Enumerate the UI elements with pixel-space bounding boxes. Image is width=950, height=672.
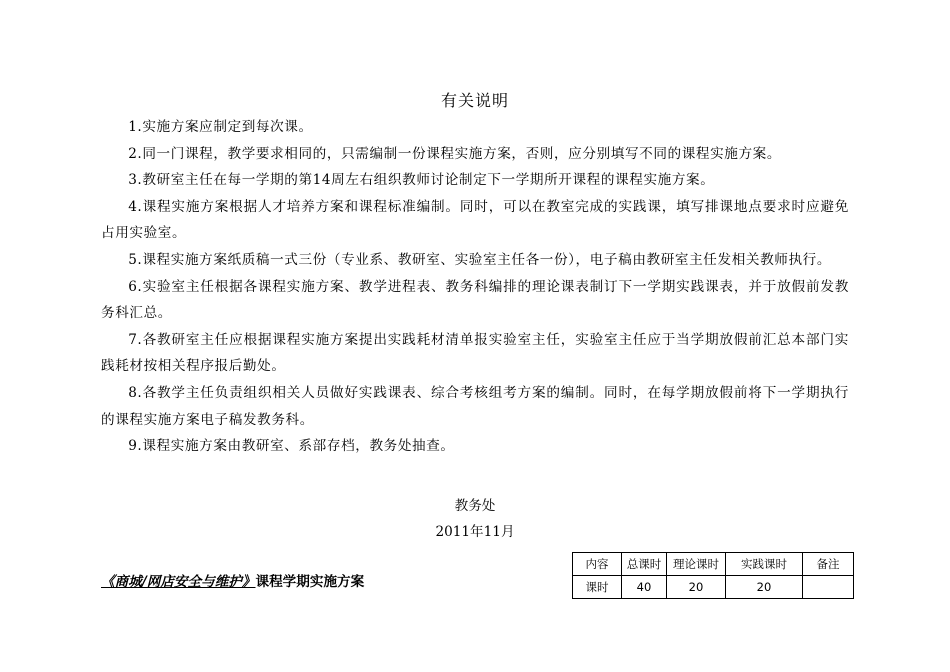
note-item: 5.课程实施方案纸质稿一式三份（专业系、教研室、实验室主任各一份），电子稿由教研室主任发相关教师执行。: [128, 251, 832, 268]
plan-heading: [101, 570, 364, 590]
issuing-office: 教务处: [454, 498, 496, 514]
issue-date: 2011年11月: [435, 524, 515, 540]
practice-hours-cell: 20: [726, 576, 803, 599]
hours-table-header-row: [573, 553, 854, 576]
row-label-cell: 课时: [573, 576, 622, 599]
header-cell-total-hours: 总课时: [622, 553, 667, 576]
theory-hours-cell: 20: [667, 576, 726, 599]
page-title: 有关说明: [440, 91, 509, 110]
note-item: 3.教研室主任在每一学期的第14周左右组织教师讨论制定下一学期所开课程的课程实施方案。: [128, 172, 715, 189]
remarks-cell: [803, 576, 854, 599]
note-item: 2.同一门课程，教学要求相同的，只需编制一份课程实施方案，否则，应分别填写不同的课程实施方案。: [128, 145, 782, 162]
header-cell-content: 内容: [573, 553, 622, 576]
note-item: 4.课程实施方案根据人才培养方案和课程标准编制。同时，可以在教室完成的实践课，填写排课地点要求时应避免占用实验室。: [101, 198, 849, 242]
header-cell-practice-hours: 实践课时: [726, 553, 803, 576]
note-item: 6.实验室主任根据各课程实施方案、教学进程表、教务科编排的理论课表制订下一学期实践课表，并于放假前发教务科汇总。: [101, 278, 849, 322]
course-name: 《商城/网店安全与维护》: [101, 574, 256, 590]
total-hours-cell: 40: [622, 576, 667, 599]
note-item: 1.实施方案应制定到每次课。: [128, 119, 313, 135]
note-item: 9.课程实施方案由教研室、系部存档，教务处抽查。: [128, 438, 455, 455]
header-cell-theory-hours: 理论课时: [667, 553, 726, 576]
hours-table-row: [573, 576, 854, 599]
note-item: 7.各教研室主任应根据课程实施方案提出实践耗材清单报实验室主任，实验室主任应于当学期放假前汇总本部门实践耗材按相关程序报后勤处。: [101, 331, 849, 375]
notes-list: [101, 114, 849, 460]
note-item: 8.各教学主任负责组织相关人员做好实践课表、综合考核组考方案的编制。同时，在每学期放假前将下一学期执行的课程实施方案电子稿发教务科。: [101, 384, 849, 428]
header-cell-remarks: 备注: [803, 553, 854, 576]
plan-heading-suffix: 课程学期实施方案: [255, 574, 365, 590]
hours-table: [572, 552, 854, 599]
